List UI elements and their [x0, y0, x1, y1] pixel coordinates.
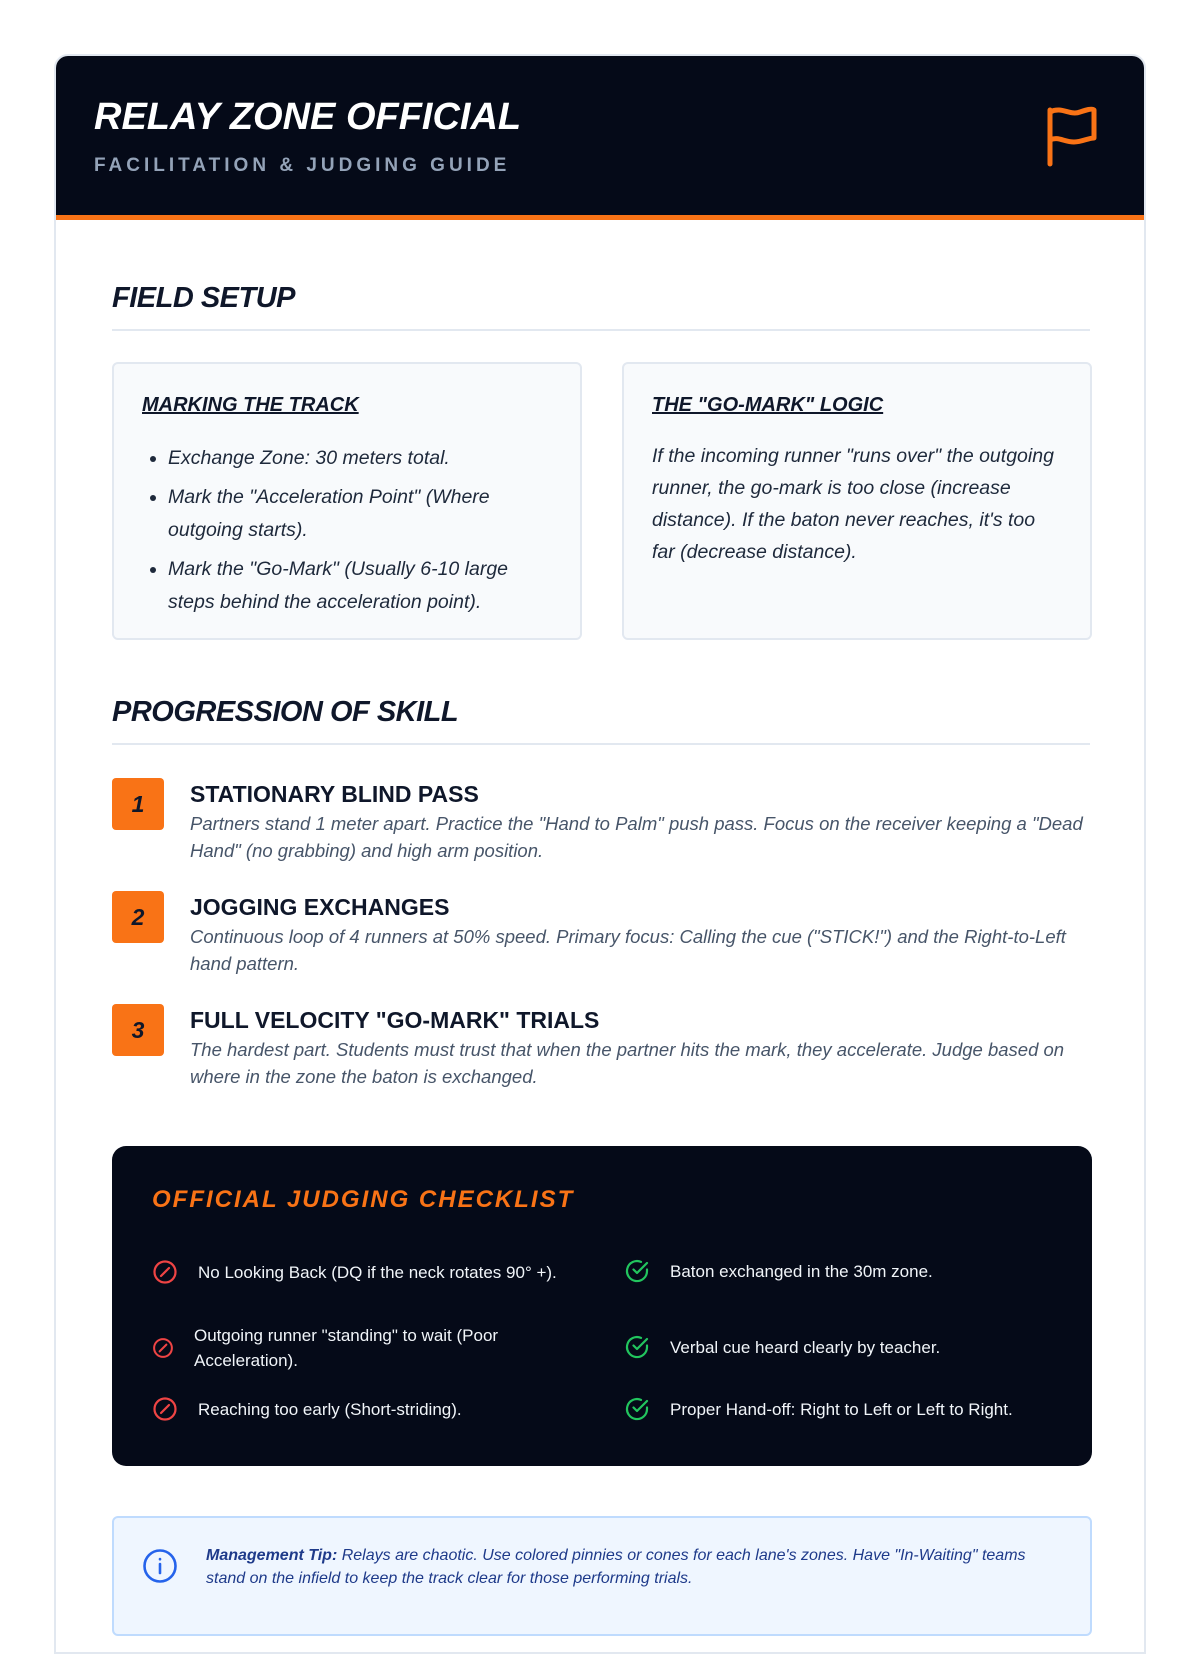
field-setup-heading: FIELD SETUP: [112, 282, 296, 314]
checklist-pass-item: [624, 1394, 1064, 1424]
step-description: Partners stand 1 meter apart. Practice the "Hand to Palm" push pass. Focus on the receiver keeping a "Dead Hand" (no grabbing) and high arm position.: [190, 813, 1083, 861]
progression-heading: PROGRESSION OF SKILL: [112, 696, 459, 728]
checklist-pass-text: Baton exchanged in the 30m zone.: [670, 1261, 933, 1281]
checklist-fault-item: [152, 1322, 562, 1374]
list-item: • Exchange Zone: 30 meters total.: [168, 442, 552, 475]
management-tip: [112, 1516, 1092, 1636]
marking-track-box: [112, 362, 582, 640]
prohibited-icon: [152, 1337, 174, 1359]
step-number-badge: 2: [112, 891, 164, 943]
step-title: STATIONARY BLIND PASS: [190, 781, 479, 807]
header: [54, 54, 1146, 220]
guide-card: [54, 54, 1146, 1654]
step-title: FULL VELOCITY "GO-MARK" TRIALS: [190, 1007, 600, 1033]
go-mark-logic-text: If the incoming runner "runs over" the outgoing runner, the go-mark is too close (increase distance). If the baton never reaches, it's too far (decrease distance).: [652, 445, 1054, 563]
step-number-badge: 3: [112, 1004, 164, 1056]
tip-label: Management Tip:: [206, 1547, 338, 1564]
flag-icon: [1044, 104, 1100, 168]
checklist-pass-text: Verbal cue heard clearly by teacher.: [670, 1337, 941, 1357]
go-mark-logic-title: THE "GO-MARK" LOGIC: [652, 394, 884, 416]
step-title: JOGGING EXCHANGES: [190, 894, 450, 920]
go-mark-logic-box: [622, 362, 1092, 640]
check-circle-icon: [624, 1258, 650, 1284]
checklist-fault-text: Outgoing runner "standing" to wait (Poor Acceleration).: [194, 1326, 499, 1370]
checklist-fault-item: [152, 1394, 562, 1424]
info-icon: [142, 1548, 178, 1584]
tip-body: Relays are chaotic. Use colored pinnies or cones for each lane's zones. Have "In-Waiting" teams stand on the infield to keep the track clear for those performing trials.: [206, 1547, 1026, 1587]
checklist-fault-text: No Looking Back (DQ if the neck rotates 90° +).: [198, 1262, 557, 1282]
page-title: RELAY ZONE OFFICIAL: [94, 96, 522, 138]
divider: [112, 743, 1090, 745]
checklist-pass-text: Proper Hand-off: Right to Left or Left to Right.: [670, 1399, 1013, 1419]
step-description: Continuous loop of 4 runners at 50% speed. Primary focus: Calling the cue ("STICK!") and the Right-to-Left hand pattern.: [190, 926, 1066, 974]
checklist-pass-item: [624, 1332, 1064, 1362]
tip-text: [206, 1544, 1056, 1590]
check-circle-icon: [624, 1334, 650, 1360]
marking-track-list: [142, 442, 552, 625]
step-number-badge: 1: [112, 778, 164, 830]
page-subtitle: FACILITATION & JUDGING GUIDE: [94, 155, 511, 176]
divider: [112, 329, 1090, 331]
checklist-fault-item: [152, 1246, 562, 1298]
list-item: • Mark the "Acceleration Point" (Where outgoing starts).: [168, 481, 552, 547]
prohibited-icon: [152, 1396, 178, 1422]
checklist-heading: OFFICIAL JUDGING CHECKLIST: [152, 1186, 575, 1213]
prohibited-icon: [152, 1259, 178, 1285]
checklist-fault-text: Reaching too early (Short-striding).: [198, 1399, 462, 1419]
list-item: • Mark the "Go-Mark" (Usually 6-10 large steps behind the acceleration point).: [168, 553, 552, 619]
checklist-pass-item: [624, 1256, 1064, 1286]
marking-track-title: MARKING THE TRACK: [142, 394, 359, 416]
step-description: The hardest part. Students must trust that when the partner hits the mark, they accelerate. Judge based on where in the zone the baton is exchanged.: [190, 1039, 1065, 1087]
judging-checklist: [112, 1146, 1092, 1466]
check-circle-icon: [624, 1396, 650, 1422]
